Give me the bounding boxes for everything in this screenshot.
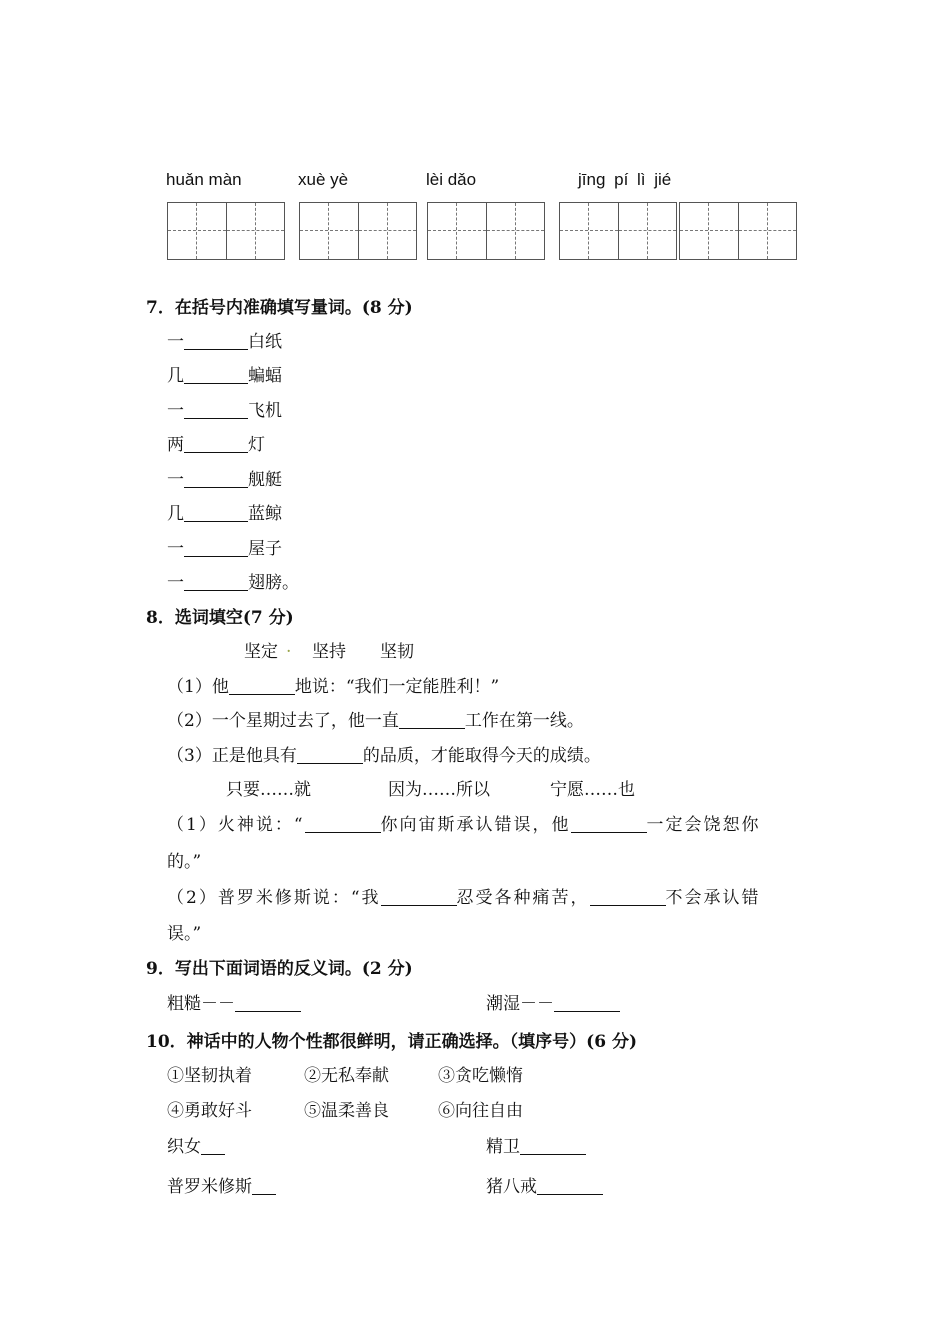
option-1: ①坚韧执着 xyxy=(167,1066,252,1086)
word-choice-2: 坚持 xyxy=(312,642,346,662)
antonym-item-1: 粗糙－－ xyxy=(167,989,301,1014)
answer-blank[interactable] xyxy=(184,435,248,453)
q8-sentence-1: （1）他 地说：“我们一定能胜利！” xyxy=(167,677,500,697)
q8-conj-sentence-2-cont: 误。” xyxy=(167,924,202,944)
answer-blank[interactable] xyxy=(537,1177,603,1195)
answer-blank[interactable] xyxy=(184,504,248,522)
writing-grid-1[interactable] xyxy=(167,202,285,260)
answer-blank[interactable] xyxy=(184,366,248,384)
answer-blank[interactable] xyxy=(252,1177,276,1195)
answer-blank[interactable] xyxy=(184,573,248,591)
writing-grid-2[interactable] xyxy=(299,202,417,260)
q7-item: 几 蓝鲸 xyxy=(167,504,282,524)
antonym-item-2: 潮湿－－ xyxy=(486,989,620,1014)
answer-blank[interactable] xyxy=(590,888,666,906)
option-3: ③贪吃懒惰 xyxy=(438,1066,523,1086)
answer-blank[interactable] xyxy=(184,401,248,419)
option-4: ④勇敢好斗 xyxy=(167,1101,252,1121)
q7-item: 两 灯 xyxy=(167,435,265,455)
q8-conj-sentence-1: （1）火神说：“ 你向宙斯承认错误，他 一定会饶恕你 xyxy=(167,815,761,835)
answer-blank[interactable] xyxy=(297,746,363,764)
pinyin-2: xuè yè xyxy=(298,170,349,189)
answer-blank[interactable] xyxy=(184,470,248,488)
character-2: 精卫 xyxy=(486,1132,586,1157)
option-2: ②无私奉献 xyxy=(304,1066,389,1086)
answer-blank[interactable] xyxy=(305,815,381,833)
q7-item: 一 白纸 xyxy=(167,332,282,352)
pinyin-3: lèi dǎo xyxy=(426,170,477,189)
pinyin-1: huǎn màn xyxy=(166,170,242,189)
character-4: 猪八戒 xyxy=(486,1172,603,1197)
q8-sentence-3: （3）正是他具有 的品质，才能取得今天的成绩。 xyxy=(167,746,601,766)
answer-blank[interactable] xyxy=(520,1137,586,1155)
answer-blank[interactable] xyxy=(399,711,465,729)
answer-blank[interactable] xyxy=(184,332,248,350)
option-6: ⑥向往自由 xyxy=(438,1101,523,1121)
q8-title: 8．选词填空(7 分) xyxy=(146,608,294,628)
answer-blank[interactable] xyxy=(381,888,457,906)
q7-item: 一 飞机 xyxy=(167,401,282,421)
conj-choice-2: 因为……所以 xyxy=(388,780,490,800)
q7-item: 一 屋子 xyxy=(167,539,282,559)
conj-choice-1: 只要……就 xyxy=(226,780,311,800)
writing-grid-4b[interactable] xyxy=(679,202,797,260)
q9-title: 9．写出下面词语的反义词。(2 分) xyxy=(146,959,413,979)
q8-conj-sentence-1-cont: 的。” xyxy=(167,852,202,872)
answer-blank[interactable] xyxy=(235,994,301,1012)
q7-item: 几 蝙蝠 xyxy=(167,366,282,386)
q7-title: 7．在括号内准确填写量词。(8 分) xyxy=(146,298,413,318)
q8-conj-sentence-2: （2）普罗米修斯说：“我 忍受各种痛苦， 不会承认错 xyxy=(167,888,761,908)
q7-item: 一 翅膀。 xyxy=(167,573,299,593)
q7-item: 一 舰艇 xyxy=(167,470,282,490)
character-3: 普罗米修斯 xyxy=(167,1172,276,1197)
q8-sentence-2: （2）一个星期过去了，他一直 工作在第一线。 xyxy=(167,711,584,731)
word-choice-3: 坚韧 xyxy=(380,642,414,662)
answer-blank[interactable] xyxy=(229,677,295,695)
q10-title: 10．神话中的人物个性都很鲜明，请正确选择。（填序号）(6 分) xyxy=(146,1032,637,1052)
answer-blank[interactable] xyxy=(554,994,620,1012)
character-1: 织女 xyxy=(167,1132,225,1157)
answer-blank[interactable] xyxy=(571,815,647,833)
pinyin-4: jīng pí lì jié xyxy=(578,170,672,189)
word-choice-1: 坚定 xyxy=(244,642,278,662)
writing-grid-4a[interactable] xyxy=(559,202,677,260)
conj-choice-3: 宁愿……也 xyxy=(550,780,635,800)
answer-blank[interactable] xyxy=(184,539,248,557)
writing-grid-3[interactable] xyxy=(427,202,545,260)
dot-mark: . xyxy=(286,637,292,657)
answer-blank[interactable] xyxy=(201,1137,225,1155)
option-5: ⑤温柔善良 xyxy=(304,1101,389,1121)
